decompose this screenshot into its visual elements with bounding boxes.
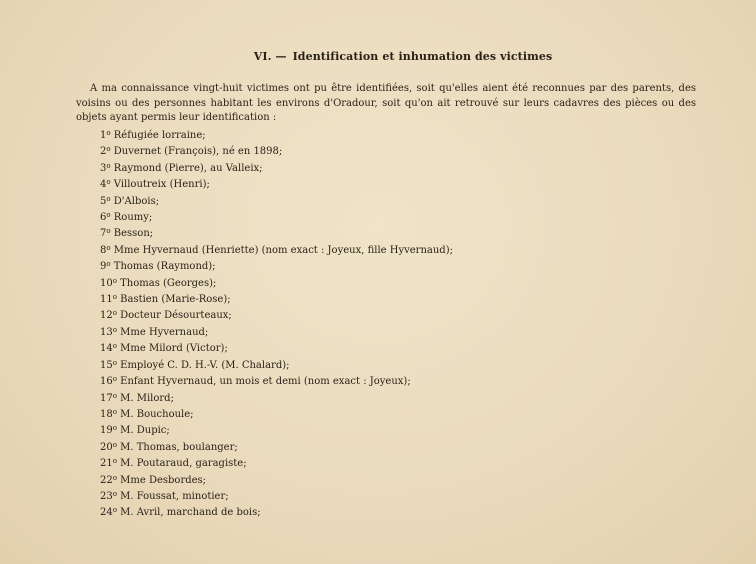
- list-item: [100, 325, 453, 341]
- section-number: VI. —: [253, 50, 287, 63]
- list-item-text: Docteur Désourteaux;: [120, 310, 232, 322]
- list-item-number: 16: [100, 376, 113, 388]
- list-item-number: 14: [100, 343, 113, 355]
- list-item-number: 20: [100, 441, 113, 453]
- list-item-text: Mme Desbordes;: [120, 474, 207, 486]
- ordinal-mark: o: [112, 440, 117, 449]
- list-item: [100, 489, 453, 505]
- list-item-text: Roumy;: [113, 212, 153, 224]
- list-item-number: 19: [100, 425, 113, 437]
- list-item: [100, 161, 453, 177]
- list-item: [100, 505, 453, 521]
- ordinal-mark: o: [106, 243, 111, 252]
- list-item-number: 7: [100, 228, 107, 240]
- ordinal-mark: o: [112, 293, 117, 302]
- list-item: [100, 144, 453, 160]
- ordinal-mark: o: [112, 391, 117, 400]
- list-item: [100, 276, 453, 292]
- list-item-number: 1: [100, 130, 107, 141]
- list-item-number: 22: [100, 474, 113, 486]
- ordinal-mark: o: [106, 260, 111, 269]
- list-item-text: Mme Milord (Victor);: [120, 343, 228, 355]
- ordinal-mark: o: [106, 211, 111, 220]
- list-item-text: M. Thomas, boulanger;: [120, 441, 238, 453]
- list-item: [100, 128, 453, 144]
- list-item-number: 5: [100, 195, 107, 207]
- list-item-text: Employé C. D. H.-V. (M. Chalard);: [120, 359, 290, 371]
- ordinal-mark: o: [112, 424, 117, 433]
- list-item-text: Raymond (Pierre), au Valleix;: [113, 162, 263, 174]
- list-item-text: D'Albois;: [113, 195, 160, 207]
- ordinal-mark: o: [106, 194, 111, 203]
- list-item-number: 15: [100, 359, 113, 371]
- list-item-number: 4: [100, 179, 107, 191]
- list-item-number: 2: [100, 146, 107, 158]
- list-item-number: 24: [100, 507, 113, 519]
- list-item-text: Thomas (Raymond);: [113, 261, 216, 273]
- ordinal-mark: o: [106, 145, 111, 154]
- list-item-text: M. Dupic;: [120, 425, 170, 437]
- list-item-text: Bastien (Marie-Rose);: [120, 294, 231, 306]
- ordinal-mark: o: [112, 358, 117, 367]
- list-item-text: Enfant Hyvernaud, un mois et demi (nom exact : Joyeux);: [120, 376, 411, 388]
- ordinal-mark: o: [106, 129, 111, 137]
- list-item: [100, 292, 453, 308]
- list-item: [100, 473, 453, 489]
- ordinal-mark: o: [112, 309, 117, 318]
- ordinal-mark: o: [112, 407, 117, 416]
- list-item-text: Thomas (Georges);: [120, 277, 217, 289]
- intro-paragraph: A ma connaissance vingt-huit victimes ont pu être identifiées, soit qu'elles aient été reconnues par des parents, des voisins ou des personnes habitant les environs d'Oradour, soit qu'on ait retrouvé sur leurs cadavres des pièces ou des objets ayant permis leur identification :: [76, 83, 696, 123]
- list-item: [100, 210, 453, 226]
- list-item: [100, 423, 453, 439]
- list-item-number: 6: [100, 212, 107, 224]
- list-item-text: Mme Hyvernaud;: [120, 326, 209, 338]
- list-item: [100, 440, 453, 456]
- section-title: Identification et inhumation des victimes: [292, 50, 553, 63]
- list-item-number: 3: [100, 162, 107, 174]
- list-item: [100, 456, 453, 472]
- list-item: [100, 226, 453, 242]
- list-item-text: M. Bouchoule;: [120, 408, 194, 420]
- list-item: [100, 407, 453, 423]
- list-item: [100, 259, 453, 275]
- ordinal-mark: o: [106, 227, 111, 236]
- list-item-text: Duvernet (François), né en 1898;: [113, 146, 283, 158]
- list-item: [100, 341, 453, 357]
- list-item-text: M. Avril, marchand de bois;: [120, 507, 261, 519]
- list-item-number: 9: [100, 261, 107, 273]
- ordinal-mark: o: [106, 178, 111, 187]
- list-item: [100, 374, 453, 390]
- list-item: [100, 243, 453, 259]
- list-item-text: Villoutreix (Henri);: [113, 179, 210, 191]
- list-item-text: Besson;: [113, 228, 154, 240]
- list-item: [100, 308, 453, 324]
- list-item-number: 18: [100, 408, 113, 420]
- list-item: [100, 358, 453, 374]
- list-item-text: M. Milord;: [120, 392, 174, 404]
- list-item: [100, 177, 453, 193]
- list-item-number: 13: [100, 326, 113, 338]
- ordinal-mark: o: [112, 325, 117, 334]
- ordinal-mark: o: [112, 506, 117, 515]
- ordinal-mark: o: [112, 276, 117, 285]
- ordinal-mark: o: [112, 489, 117, 498]
- list-item-text: Mme Hyvernaud (Henriette) (nom exact : Joyeux, fille Hyvernaud);: [113, 244, 453, 256]
- list-item-text: M. Poutaraud, garagiste;: [120, 458, 247, 470]
- list-item-number: 23: [100, 490, 113, 502]
- list-item-text: M. Foussat, minotier;: [120, 490, 229, 502]
- list-item-number: 21: [100, 458, 113, 470]
- ordinal-mark: o: [106, 161, 111, 170]
- list-item-number: 10: [100, 277, 113, 289]
- ordinal-mark: o: [112, 375, 117, 384]
- list-item-number: 12: [100, 310, 113, 322]
- ordinal-mark: o: [112, 457, 117, 466]
- list-item-number: 17: [100, 392, 113, 404]
- list-item-text: Réfugiée lorraine;: [113, 130, 206, 141]
- ordinal-mark: o: [112, 342, 117, 351]
- ordinal-mark: o: [112, 473, 117, 482]
- list-item-number: 8: [100, 244, 107, 256]
- list-item-number: 11: [100, 294, 113, 306]
- victim-list: [100, 128, 453, 522]
- list-item: [100, 194, 453, 210]
- list-item: [100, 391, 453, 407]
- section-heading: [0, 50, 756, 63]
